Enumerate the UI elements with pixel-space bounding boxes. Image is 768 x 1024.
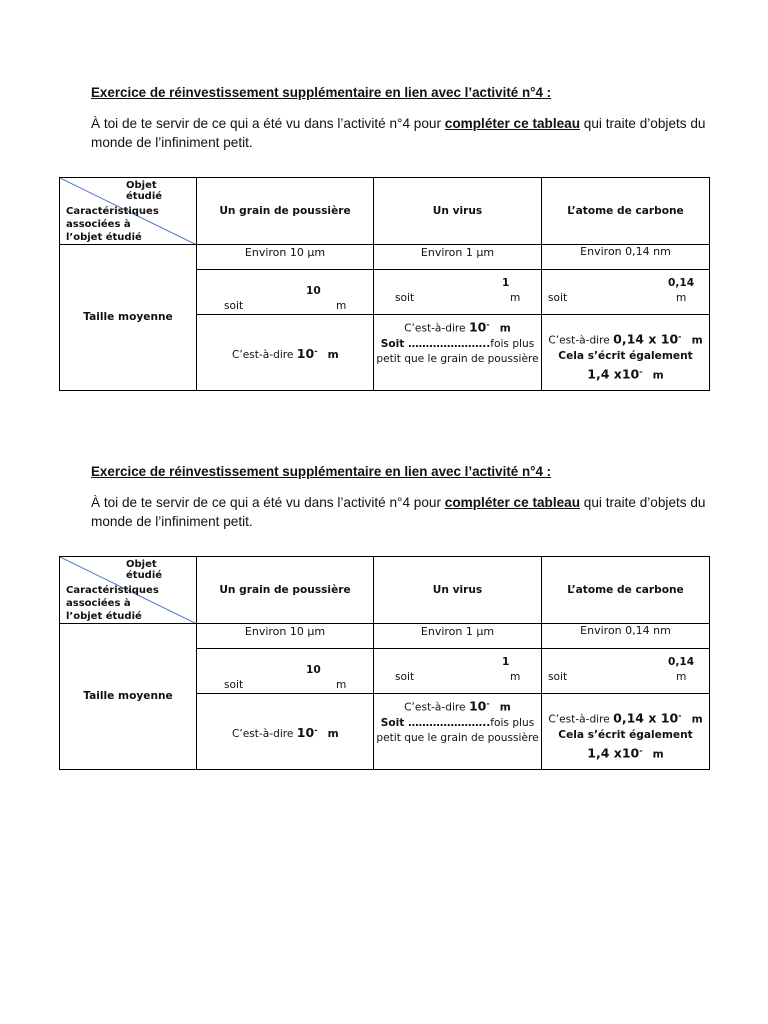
dust-scientific-notation: C’est-à-dire 10- m bbox=[232, 346, 339, 361]
virus-size-value: Environ 1 µm bbox=[420, 625, 495, 638]
carbon-size-value: Environ 0,14 nm bbox=[580, 245, 671, 258]
row-label-size: Taille moyenne bbox=[83, 311, 173, 323]
dust-unit: m bbox=[336, 300, 347, 312]
carbon-soit-label: soit bbox=[548, 671, 568, 683]
dust-soit-label: soit bbox=[224, 679, 244, 691]
virus-size-value: Environ 1 µm bbox=[420, 246, 495, 259]
instruction-emphasis: compléter ce tableau bbox=[444, 495, 581, 510]
carbon-conversion-number: 0,14 bbox=[668, 656, 695, 668]
carbon-scientific-notation: C’est-à-dire 0,14 x 10- m Cela s’écrit également 1,4 x10- m bbox=[548, 331, 703, 382]
instruction-emphasis: compléter ce tableau bbox=[444, 116, 581, 131]
row-label-size: Taille moyenne bbox=[83, 690, 173, 702]
exercise-instructions: À toi de te servir de ce qui a été vu dans l’activité n°4 pour compléter ce tableau qui traite d’objets du monde de l’infiniment petit. bbox=[91, 116, 706, 150]
virus-comparison: C’est-à-dire 10- m Soit …………………..fois plus petit que le grain de poussière bbox=[376, 698, 539, 744]
virus-unit: m bbox=[510, 671, 521, 683]
dust-soit-label: soit bbox=[224, 300, 244, 312]
column-header-virus: Un virus bbox=[432, 584, 483, 596]
carbon-unit: m bbox=[676, 671, 687, 683]
carbon-conversion-number: 0,14 bbox=[668, 277, 695, 289]
carbon-size-value: Environ 0,14 nm bbox=[580, 624, 671, 637]
data-table bbox=[59, 556, 710, 770]
virus-soit-label: soit bbox=[395, 671, 415, 683]
dust-scientific-notation: C’est-à-dire 10- m bbox=[232, 725, 339, 740]
virus-unit: m bbox=[510, 292, 521, 304]
column-header-virus: Un virus bbox=[432, 205, 483, 217]
virus-soit-label: soit bbox=[395, 292, 415, 304]
corner-characteristics-label: Caractéristiques associées à l’objet étudié bbox=[66, 585, 159, 622]
corner-object-label: Objet étudié bbox=[126, 180, 163, 202]
exercise-title: Exercice de réinvestissement supplémentaire en lien avec l’activité n°4 : bbox=[91, 85, 552, 100]
virus-comparison: C’est-à-dire 10- m Soit …………………..fois plus petit que le grain de poussière bbox=[376, 319, 539, 365]
dust-conversion-number: 10 bbox=[306, 285, 321, 297]
dust-conversion-number: 10 bbox=[306, 664, 321, 676]
column-header-dust: Un grain de poussière bbox=[219, 205, 351, 217]
corner-characteristics-label: Caractéristiques associées à l’objet étudié bbox=[66, 206, 159, 243]
column-header-dust: Un grain de poussière bbox=[219, 584, 351, 596]
dust-unit: m bbox=[336, 679, 347, 691]
dust-size-value: Environ 10 µm bbox=[244, 246, 326, 259]
carbon-unit: m bbox=[676, 292, 687, 304]
virus-conversion-number: 1 bbox=[502, 656, 510, 668]
exercise-instructions: À toi de te servir de ce qui a été vu dans l’activité n°4 pour compléter ce tableau qui traite d’objets du monde de l’infiniment petit. bbox=[91, 495, 706, 529]
virus-conversion-number: 1 bbox=[502, 277, 510, 289]
exercise-title: Exercice de réinvestissement supplémentaire en lien avec l’activité n°4 : bbox=[91, 464, 552, 479]
carbon-scientific-notation: C’est-à-dire 0,14 x 10- m Cela s’écrit également 1,4 x10- m bbox=[548, 710, 703, 761]
carbon-soit-label: soit bbox=[548, 292, 568, 304]
column-header-carbon-atom: L’atome de carbone bbox=[567, 205, 684, 217]
column-header-carbon-atom: L’atome de carbone bbox=[567, 584, 684, 596]
data-table bbox=[59, 177, 710, 391]
corner-object-label: Objet étudié bbox=[126, 559, 163, 581]
dust-size-value: Environ 10 µm bbox=[244, 625, 326, 638]
